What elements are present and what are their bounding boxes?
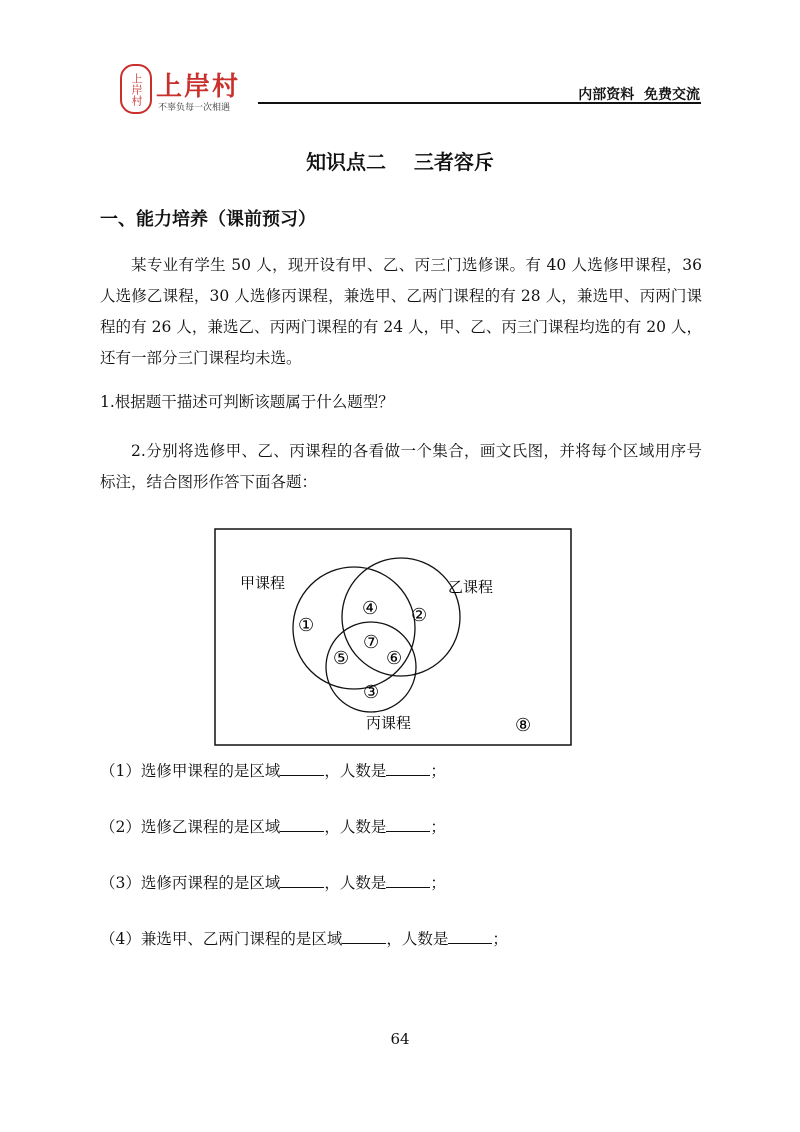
sub-question-1-end: ； [430, 762, 446, 780]
region-1: ① [298, 615, 315, 636]
page-title: 知识点二 三者容斥 [306, 150, 494, 174]
answer-blank-region-2[interactable] [280, 815, 324, 832]
answer-blank-region-4[interactable] [342, 927, 386, 944]
venn-diagram [214, 528, 572, 746]
problem-paragraph: 某专业有学生 50 人，现开设有甲、乙、丙三门选修课。有 40 人选修甲课程，36 人选修乙课程，30 人选修丙课程，兼选甲、乙两门课程的有 28 人，兼选甲、丙两门课程的有 26 人，兼选乙、丙两门课程的有 24 人，甲、乙、丙三门课程均选的有 20 人，还有一部分三门课程均未选。 [100, 256, 702, 367]
sub-question-4-prefix: （4）兼选甲、乙两门课程的是区域 [100, 930, 343, 948]
header-rule [258, 102, 701, 104]
sub-question-1-prefix: （1）选修甲课程的是区域 [100, 762, 281, 780]
sub-question-3-end: ； [430, 874, 446, 892]
sub-question-4-mid: ，人数是 [386, 930, 449, 948]
brand-seal-logo [120, 64, 152, 114]
brand-name: 上岸村 [156, 72, 241, 102]
sub-question-2-prefix: （2）选修乙课程的是区域 [100, 818, 281, 836]
universal-set-box [215, 529, 571, 745]
sub-question-3-prefix: （3）选修丙课程的是区域 [100, 874, 281, 892]
sub-question-2-end: ； [430, 818, 446, 836]
answer-blank-count-3[interactable] [386, 871, 430, 888]
answer-blank-region-3[interactable] [280, 871, 324, 888]
answer-blank-region-1[interactable] [280, 759, 324, 776]
answer-blank-count-1[interactable] [386, 759, 430, 776]
brand-slogan: 不辜负每一次相遇 [158, 103, 231, 113]
set-c-label: 丙课程 [366, 714, 412, 732]
section-heading: 一、能力培养（课前预习） [100, 209, 316, 230]
answer-blank-count-2[interactable] [386, 815, 430, 832]
sub-question-1-mid: ，人数是 [324, 762, 387, 780]
region-2: ② [411, 605, 428, 626]
seal-text: 上岸村 [130, 72, 143, 106]
sub-question-3-mid: ，人数是 [324, 874, 387, 892]
region-4: ④ [362, 598, 379, 619]
sub-question-4 [100, 925, 508, 953]
sub-question-4-end: ； [492, 930, 508, 948]
header-note: 内部资料 免费交流 [578, 87, 700, 103]
answer-blank-count-4[interactable] [448, 927, 492, 944]
region-3: ③ [363, 682, 380, 703]
set-a-label: 甲课程 [240, 574, 286, 592]
region-8: ⑧ [515, 715, 532, 736]
set-b-label: 乙课程 [448, 578, 494, 596]
sub-question-2-mid: ，人数是 [324, 818, 387, 836]
question-2: 2.分别将选修甲、乙、丙课程的各看做一个集合，画文氏图，并将每个区域用序号标注，结合图形作答下面各题： [100, 442, 702, 491]
sub-question-3 [100, 869, 446, 897]
sub-question-2 [100, 813, 446, 841]
question-1: 1.根据题干描述可判断该题属于什么题型？ [100, 393, 394, 411]
sub-question-1 [100, 757, 446, 785]
region-5: ⑤ [333, 648, 350, 669]
region-7: ⑦ [363, 632, 380, 653]
region-6: ⑥ [386, 648, 403, 669]
page-number: 64 [390, 1030, 410, 1048]
